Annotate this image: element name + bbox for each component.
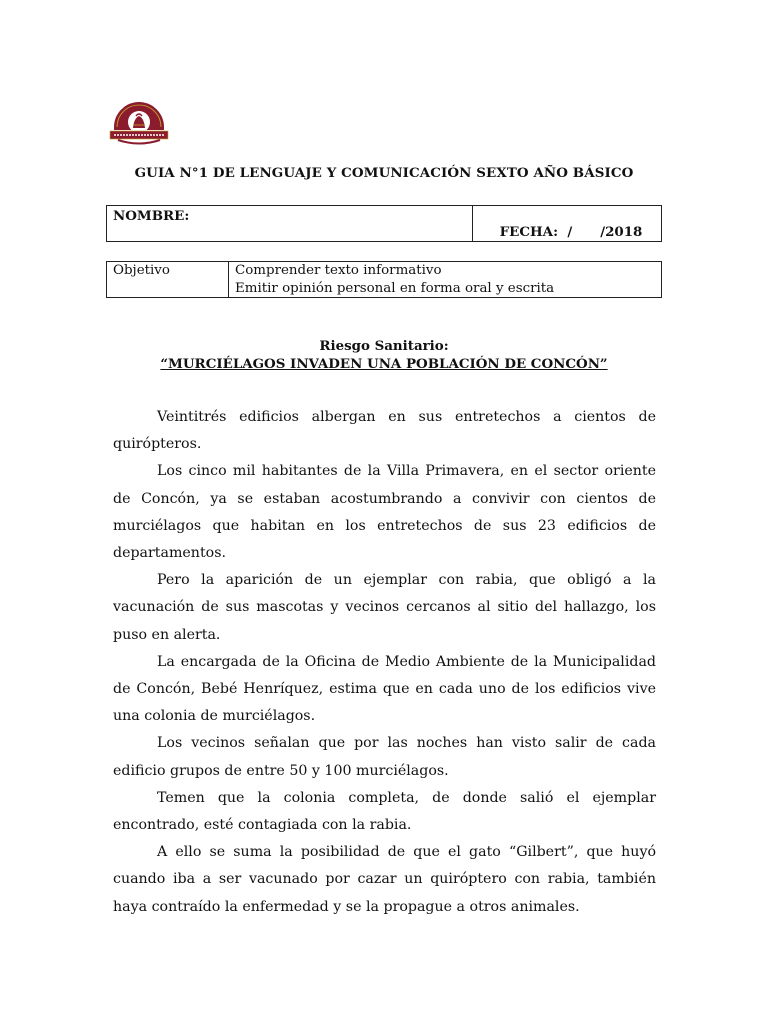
- paragraph: Veintitrés edificios albergan en sus entretechos a cientos de quirópteros.: [113, 409, 656, 453]
- article-headline: “MURCIÉLAGOS INVADEN UNA POBLACIÓN DE CONCÓN”: [160, 356, 608, 372]
- article-body: [113, 404, 656, 921]
- paragraph: Los cinco mil habitantes de la Villa Primavera, en el sector oriente de Concón, ya se estaban acostumbrando a convivir con cientos de murciélagos que habitan en los entretechos de sus 23 edificios de departamentos.: [113, 463, 656, 562]
- date-field: [473, 206, 661, 241]
- guide-title: GUIA N°1 DE LENGUAJE Y COMUNICACIÓN SEXTO AÑO BÁSICO: [134, 165, 634, 181]
- objective-line-1: Comprender texto informativo: [235, 263, 442, 278]
- objective-table: [106, 261, 662, 298]
- paragraph: Pero la aparición de un ejemplar con rabia, que obligó a la vacunación de sus mascotas y vecinos cercanos al sitio del hallazgo, los puso en alerta.: [113, 572, 656, 643]
- objective-line-2: Emitir opinión personal en forma oral y escrita: [235, 281, 555, 296]
- paragraph: La encargada de la Oficina de Medio Ambiente de la Municipalidad de Concón, Bebé Henríquez, estima que en cada uno de los edificios vive una colonia de murciélagos.: [113, 653, 656, 725]
- name-label: NOMBRE:: [113, 208, 190, 224]
- article-heading: [106, 337, 662, 373]
- paragraph: Los vecinos señalan que por las noches han visto salir de cada edificio grupos de entre 50 y 100 murciélagos.: [113, 735, 656, 779]
- student-info-table: [106, 205, 662, 242]
- objective-label: Objetivo: [107, 262, 229, 297]
- name-field: [107, 206, 473, 241]
- paragraph: Temen que la colonia completa, de donde salió el ejemplar encontrado, esté contagiada con la rabia.: [113, 789, 656, 834]
- school-logo: [108, 94, 170, 150]
- paragraph: A ello se suma la posibilidad de que el gato “Gilbert”, que huyó cuando iba a ser vacunado por cazar un quiróptero con rabia, también haya contraído la enfermedad y se la propague a otros animales.: [113, 844, 656, 915]
- objective-content: [229, 262, 661, 297]
- date-label: FECHA: / /2018: [499, 224, 643, 240]
- article-kicker: Riesgo Sanitario:: [319, 338, 449, 354]
